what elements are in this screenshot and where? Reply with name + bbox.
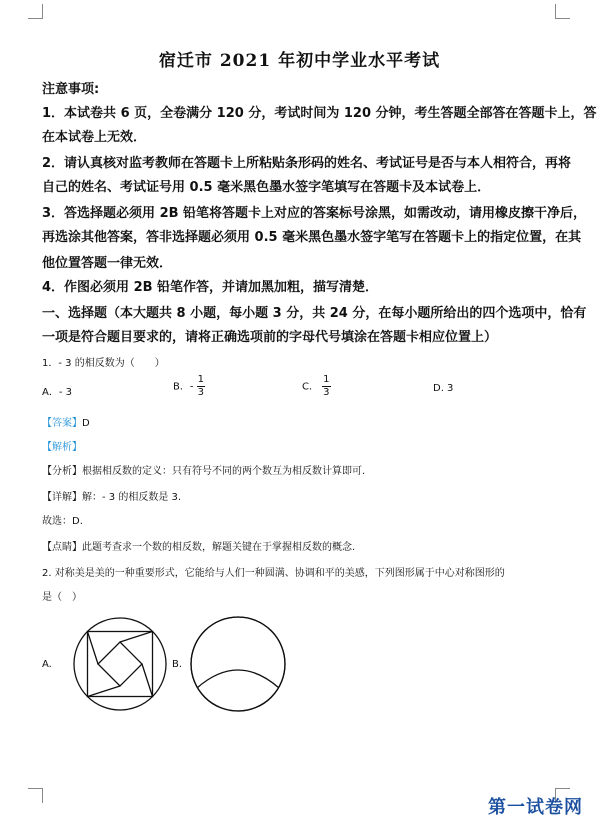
notice-line: 1．本试卷共 6 页，全卷满分 120 分，考试时间为 120 分钟，考生答题全部答在答题卡上，答 [42, 106, 597, 121]
watermark: 第一试卷网 [488, 797, 583, 818]
notice-line: 4．作图必须用 2B 铅笔作答，并请加黑加粗，描写清楚． [42, 280, 379, 295]
q2-stem-cont: 是（ ） [42, 592, 82, 603]
figure-a-inner-diamond [98, 642, 142, 686]
answer-line [42, 414, 90, 429]
crop-mark-bottom-left [28, 788, 43, 803]
section-heading: 一、选择题（本大题共 8 小题，每小题 3 分，共 24 分，在每小题所给出的四个选项中，恰有 [42, 306, 587, 321]
crop-mark-top-left [28, 4, 43, 19]
xiangjie-tag: 【详解】 [42, 492, 82, 503]
answer-value: D [82, 418, 90, 429]
section-heading-cont: 一项是符合题目要求的，请将正确选项前的字母代号填涂在答题卡相应位置上） [42, 330, 498, 345]
notice-line: 自己的姓名、考试证号用 0.5 毫米黑色墨水签字笔填写在答题卡及本试卷上． [42, 180, 491, 195]
guxuan-line: 故选：D. [42, 516, 83, 527]
q1-option-b: B．- $\frac{1}{3}$ [173, 374, 205, 398]
dianjing-line [42, 538, 355, 553]
notice-line: 再选涂其他答案，答非选择题必须用 0.5 毫米黑色墨水签字笔写在答题卡上的指定位置，在其 [42, 230, 582, 245]
figure-b-arc [197, 670, 279, 688]
q2-option-b-label: B. [172, 659, 183, 670]
q2-figure-b [186, 612, 290, 716]
crop-mark-top-right [555, 4, 570, 19]
q2-option-a-label: A. [42, 659, 52, 670]
q1-stem: 1．- 3 的相反数为（ ） [42, 358, 165, 369]
q2-stem: 2. 对称美是美的一种重要形式，它能给与人们一种圆满、协调和平的美感，下列图形属于中心对称图形的 [42, 568, 505, 579]
q1-option-c: C． $\frac{1}{3}$ [302, 374, 330, 398]
xiangjie-line [42, 488, 181, 503]
q1-option-d: D. 3 [433, 383, 454, 394]
dianjing-tag: 【点睛】 [42, 542, 82, 553]
notice-line: 2．请认真核对监考教师在答题卡上所粘贴条形码的姓名、考试证号是否与本人相符合，再将 [42, 156, 572, 171]
page-title: 宿迁市 2021 年初中学业水平考试 [158, 51, 441, 71]
dianjing-text: 此题考查求一个数的相反数，解题关键在于掌握相反数的概念. [82, 542, 356, 553]
fenxi-text: 根据相反数的定义：只有符号不同的两个数互为相反数计算即可. [82, 466, 366, 477]
q1-option-a: A．- 3 [42, 387, 72, 398]
notice-line: 在本试卷上无效． [42, 130, 147, 145]
notice-line: 他位置答题一律无效． [42, 256, 173, 271]
figure-b-arc [191, 617, 238, 711]
q2-figure-a [70, 612, 170, 716]
fenxi-tag: 【分析】 [42, 466, 82, 477]
answer-tag: 【答案】 [42, 418, 82, 429]
figure-b-arc [238, 617, 285, 711]
notice-heading: 注意事项: [42, 82, 100, 97]
fenxi-line [42, 462, 365, 477]
analysis-tag: 【解析】 [42, 442, 82, 453]
notice-line: 3．答选择题必须用 2B 铅笔将答题卡上对应的答案标号涂黑，如需改动，请用橡皮擦干净后， [42, 206, 587, 221]
xiangjie-text: 解：- 3 的相反数是 3. [82, 492, 182, 503]
